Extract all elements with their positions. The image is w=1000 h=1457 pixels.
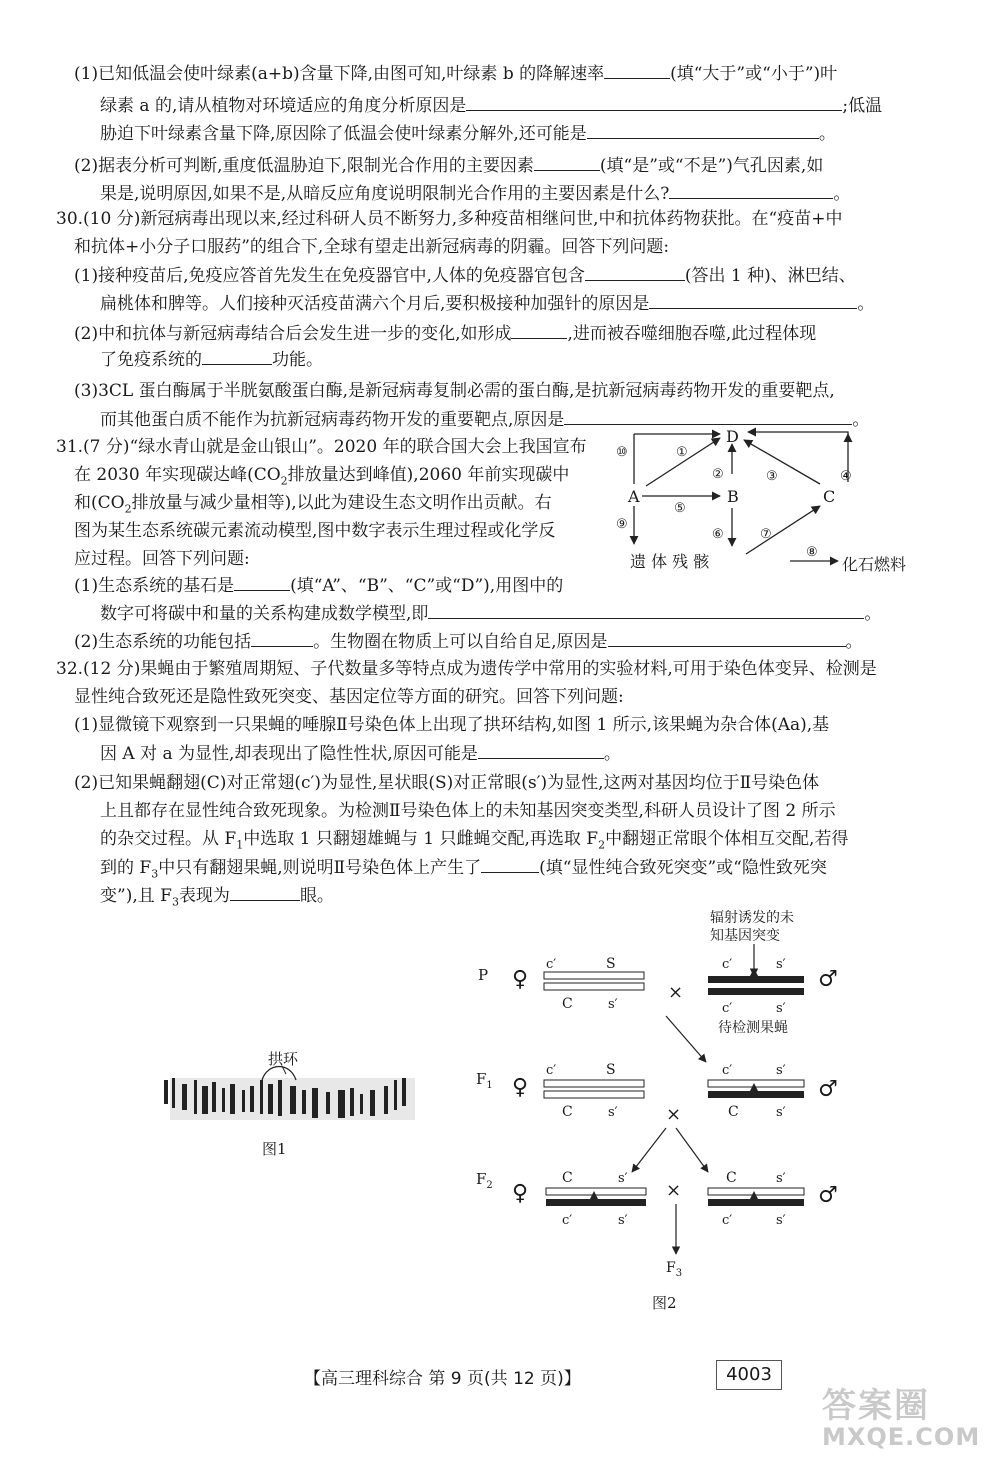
q30-p2-line-1: (2)中和抗体与新冠病毒结合后会发生进一步的变化,如形成 ,进而被吞噬细胞吞噬,此过程体现 [74,320,974,347]
svg-text:c′: c′ [722,1001,733,1016]
q32-stem-1: 32.(12 分)果蝇由于繁殖周期短、子代数量多等特点成为遗传学中常用的实验材料,可用于染色体变异、检测是 [56,659,877,679]
figure-1-chromosome [150,1050,420,1160]
q32-p2-line-4: 到的 $F_3$中只有翻翅果蝇,则说明Ⅱ号染色体上产生了 (填“显性纯合致死突变”或“隐性致死突 [100,854,1000,887]
male-symbol: ♂ [818,967,838,992]
svg-text:♀: ♀ [512,1075,529,1100]
q31-p1-line-2: 数字可将碳中和量的关系构建成数学模型,即 。 [100,600,1000,627]
paper-code: 4003 [716,1360,782,1390]
answer-blank[interactable] [608,628,846,647]
answer-blank[interactable] [428,600,864,619]
answer-blank[interactable] [230,882,300,901]
q31-p1-line-1: (1)生态系统的基石是 (填“A”、“B”、“C”或“D”),用图中的 [74,572,974,599]
answer-blank[interactable] [478,740,604,759]
mutation-note-2: 知基因突变 [710,928,780,944]
svg-text:s′: s′ [618,1213,628,1228]
svg-text:C: C [562,1170,573,1186]
q31-stem-2: 在 2030 年实现碳达峰($CO_2$排放量达到峰值),2060 年前实现碳中 [74,465,570,488]
node-b: B [727,487,739,506]
svg-text:C: C [562,996,573,1012]
svg-text:s′: s′ [776,1171,786,1186]
mutation-note-1: 辐射诱发的未 [710,910,794,926]
answer-blank[interactable] [481,854,539,873]
arrow-label-3: ③ [766,469,778,484]
svg-text:s′: s′ [776,1213,786,1228]
q29-line-5: 果是,说明原因,如果不是,从暗反应角度说明限制光合作用的主要因素是什么? 。 [100,180,1000,207]
q29-line-2: 绿素 a 的,请从植物对环境适应的角度分析原因是 ;低温 [100,92,1000,119]
q30-p1-line-1: (1)接种疫苗后,免疫应答首先发生在免疫器官中,人体的免疫器官包含 (答出 1 种)、淋巴结、 [74,262,974,289]
answer-blank[interactable] [587,120,819,139]
svg-text:s′: s′ [776,1001,786,1016]
q31-stem-3: 和($CO_2$排放量与减少量相等),以此为建设生态文明作出贡献。右 [74,493,552,516]
svg-text:c′: c′ [722,1063,733,1078]
q32-p1-line-2: 因 A 对 a 为显性,却表现出了隐性性状,原因可能是 。 [100,740,1000,767]
q29-line-4: (2)据表分析可判断,重度低温胁迫下,限制光合作用的主要因素 (填“是”或“不是”)气孔因素,如 [74,152,974,179]
gen-f2-label: $F_2$ [476,1170,493,1191]
answer-blank[interactable] [511,320,567,339]
q32-p2-line-2: 上且都存在显性纯合致死现象。为检测Ⅱ号染色体上的未知基因突变类型,科研人员设计了图 2 所示 [100,801,836,821]
svg-text:c′: c′ [546,957,557,972]
q30-p3-line-2: 而其他蛋白质不能作为抗新冠病毒药物开发的重要靶点,原因是 。 [100,406,1000,433]
q31-stem-1: 31.(7 分)“绿水青山就是金山银山”。2020 年的联合国大会上我国宣布 [56,437,587,457]
svg-text:s′: s′ [618,1171,628,1186]
arrow-label-9: ⑨ [616,517,628,532]
answer-blank[interactable] [649,290,857,309]
answer-blank[interactable] [585,262,685,281]
svg-text:♂: ♂ [818,1077,838,1102]
q30-p2-line-2: 了免疫系统的 功能。 [100,346,1000,373]
carbon-cycle-diagram [612,424,914,580]
answer-blank[interactable] [466,92,842,111]
answer-blank[interactable] [534,152,600,171]
svg-text:s′: s′ [776,1063,786,1078]
q29-line-3: 胁迫下叶绿素含量下降,原因除了低温会使叶绿素分解外,还可能是 。 [100,120,1000,147]
q31-stem-4: 图为某生态系统碳元素流动模型,图中数字表示生理过程或化学反 [74,521,556,541]
q29-line-1: (1)已知低温会使叶绿素(a+b)含量下降,由图可知,叶绿素 b 的降解速率 (填“大于”或“小于”)叶 [74,60,974,87]
svg-text:s′: s′ [608,997,618,1012]
figure-1-caption: 图1 [262,1140,287,1158]
figure-2-caption: 图2 [652,1294,677,1312]
answer-blank[interactable] [564,406,852,425]
svg-text:s′: s′ [776,957,786,972]
q31-stem-5: 应过程。回答下列问题: [74,549,250,569]
svg-text:♀: ♀ [512,1181,529,1206]
node-remains: 遗 体 残 骸 [630,552,710,571]
q30-p1-line-2: 扁桃体和脾等。人们接种灭活疫苗满六个月后,要积极接种加强针的原因是 。 [100,290,1000,317]
arrow-label-4: ④ [840,469,852,484]
answer-blank[interactable] [669,180,833,199]
q32-stem-2: 显性纯合致死还是隐性致死突变、基因定位等方面的研究。回答下列问题: [74,687,624,707]
q32-p2-line-1: (2)已知果蝇翻翅(C)对正常翅(c′)为显性,星状眼(S)对正常眼(s′)为显性,这两对基因均位于Ⅱ号染色体 [74,773,820,793]
watermark-logo: 答案圈 MXQE.COM [822,1386,981,1451]
to-detect-label: 待检测果蝇 [718,1020,788,1036]
svg-text:c′: c′ [722,1213,733,1228]
svg-text:s′: s′ [776,1105,786,1120]
arrow-label-1: ① [676,445,688,460]
gen-p-label: P [478,966,489,984]
answer-blank[interactable] [234,572,290,591]
arrow-label-7: ⑦ [760,527,772,542]
q30-stem-2: 和抗体+小分子口服药”的组合下,全球有望走出新冠病毒的阴霾。回答下列问题: [74,237,670,257]
arrow-label-8: ⑧ [806,545,818,560]
q32-p1-line-1: (1)显微镜下观察到一只果蝇的唾腺Ⅱ号染色体上出现了拱环结构,如图 1 所示,该果蝇为杂合体(Aa),基 [74,715,830,735]
gen-f3-label: $F_3$ [666,1260,683,1279]
arrow-label-10: ⑩ [616,445,628,460]
arrow-label-2: ② [712,467,724,482]
q32-p2-line-5: 变”),且 $F_3$表现为 眼。 [100,882,1000,915]
svg-text:s′: s′ [608,1105,618,1120]
arrow-label-5: ⑤ [674,501,686,516]
node-d: D [726,427,739,446]
q31-p2-line: (2)生态系统的功能包括 。生物圈在物质上可以自给自足,原因是 。 [74,628,974,655]
answer-blank[interactable] [202,346,272,365]
female-symbol: ♀ [512,967,529,992]
node-a: A [628,487,640,506]
figure-2-cross-diagram [470,904,840,1324]
svg-text:C: C [728,1104,739,1120]
q30-p3-line-1: (3)3CL 蛋白酶属于半胱氨酸蛋白酶,是新冠病毒复制必需的蛋白酶,是抗新冠病毒药物开发的重要靶点, [74,381,835,401]
svg-text:×: × [666,1180,682,1201]
q32-p2-line-3: 的杂交过程。从 $F_1$中选取 1 只翻翅雄蝇与 1 只雌蝇交配,再选取 $F_2$中翻翅正常眼个体相互交配,若得 [100,829,849,852]
svg-text:c′: c′ [722,957,733,972]
svg-text:c′: c′ [562,1213,573,1228]
svg-text:C: C [562,1104,573,1120]
node-fossil-fuel: 化石燃料 [842,555,907,574]
node-c: C [823,487,836,506]
footer-title: 【高三理科综合 第 9 页(共 12 页)】 [304,1369,581,1389]
svg-text:C: C [726,1170,737,1186]
svg-text:c′: c′ [546,1063,557,1078]
svg-text:♂: ♂ [818,1183,838,1208]
answer-blank[interactable] [604,60,670,79]
answer-blank[interactable] [251,628,313,647]
svg-text:×: × [666,1104,682,1125]
svg-text:S: S [606,956,616,972]
cross-symbol: × [668,982,684,1003]
arc-label: 拱环 [268,1050,299,1068]
svg-text:S: S [606,1062,616,1078]
arrow-label-6: ⑥ [712,527,724,542]
gen-f1-label: $F_1$ [476,1070,493,1091]
q30-stem-1: 30.(10 分)新冠病毒出现以来,经过科研人员不断努力,多种疫苗相继问世,中和抗体药物获批。在“疫苗+中 [56,209,843,229]
